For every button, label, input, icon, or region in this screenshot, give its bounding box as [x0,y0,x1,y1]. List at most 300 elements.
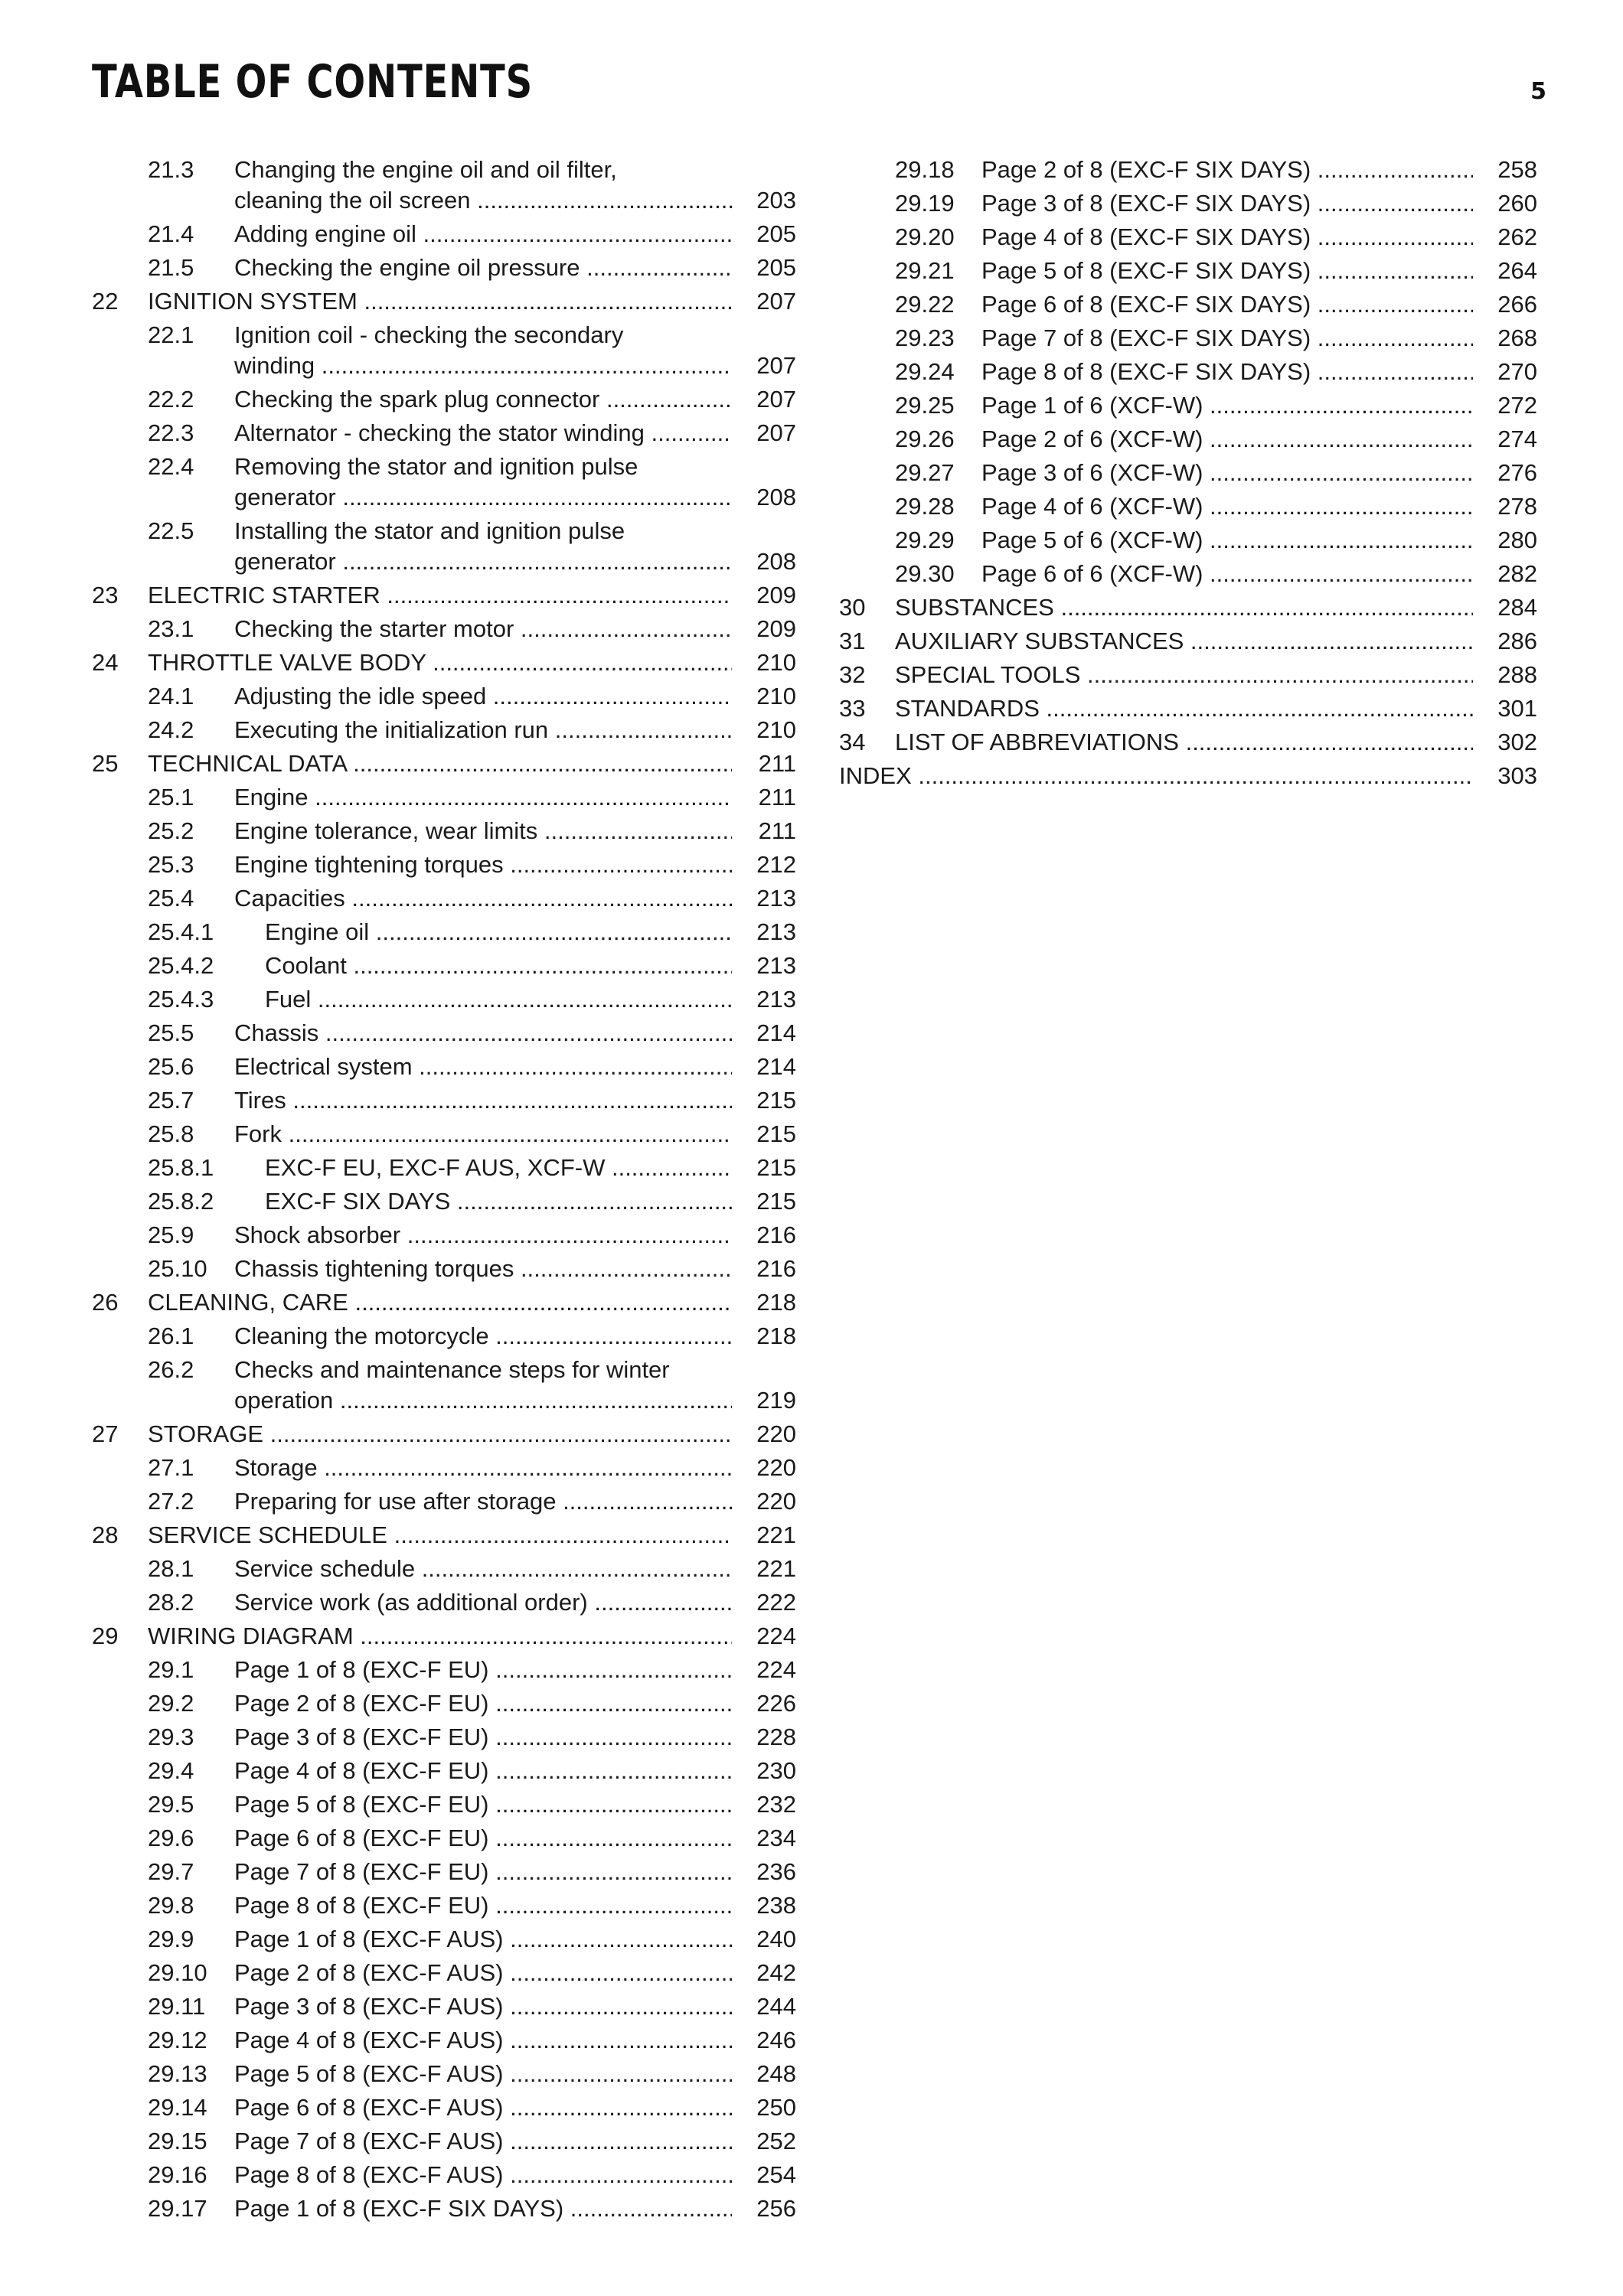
toc-entry[interactable] [839,323,1537,357]
toc-entry-title: winding ..... [234,351,732,381]
toc-entry-title: Fuel ..... [265,984,732,1015]
toc-entry[interactable] [839,626,1537,660]
toc-entry-number: 21.4 [148,220,194,247]
page-title: TABLE OF CONTENTS [92,55,533,109]
toc-entry-title: Shock absorber ..... [234,1220,732,1251]
toc-entry-title: EXC-F EU, EXC-F AUS, XCF-W ..... [265,1153,732,1183]
toc-entry-title: Page 1 of 8 (EXC-F SIX DAYS) ..... [234,2193,732,2224]
toc-entry-title: Page 6 of 8 (EXC-F SIX DAYS) ..... [981,289,1473,320]
toc-entry-page: 210 [732,647,796,678]
toc-entry-number: 29.16 [148,2161,207,2188]
toc-entry-title: Checking the starter motor ..... [234,614,732,644]
toc-entry-title-line: Ignition coil - checking the secondary [234,321,624,348]
toc-entry-number: 29.28 [895,493,955,520]
toc-entry-page: 215 [732,1119,796,1150]
toc-entry[interactable] [92,748,796,782]
toc-entry-page: 303 [1473,761,1537,791]
toc-entry-page: 220 [732,1453,796,1483]
toc-entry[interactable] [839,693,1537,727]
toc-entry-number: 29.27 [895,459,955,486]
toc-entry-title: ELECTRIC STARTER ..... [148,580,732,611]
toc-entry-number: 29.30 [895,560,955,587]
toc-entry-title: Storage ..... [234,1453,732,1483]
toc-entry-title: EXC-F SIX DAYS ..... [265,1186,732,1217]
toc-entry-number: 25.9 [148,1221,194,1248]
toc-entry-page: 224 [732,1621,796,1652]
toc-entry-title: Executing the initialization run ..... [234,715,732,745]
toc-entry-title: Page 4 of 6 (XCF-W) ..... [981,491,1473,522]
toc-entry-page: 207 [732,286,796,317]
toc-entry[interactable] [839,256,1537,289]
toc-entry-title: Page 7 of 8 (EXC-F EU) ..... [234,1857,732,1887]
toc-entry-page: 256 [732,2193,796,2224]
toc-entry-title: SUBSTANCES ..... [895,592,1473,623]
toc-entry-title: Page 5 of 8 (EXC-F EU) ..... [234,1789,732,1820]
toc-entry-number: 24 [92,649,119,676]
toc-entry[interactable] [92,320,796,384]
toc-entry-number: 27.2 [148,1488,194,1515]
toc-entry-title-line: Installing the stator and ignition pulse [234,517,625,544]
toc-entry-page: 205 [732,219,796,249]
toc-entry-title: Tires ..... [234,1085,732,1116]
toc-entry-title: Page 2 of 8 (EXC-F EU) ..... [234,1688,732,1719]
toc-entry-number: 33 [839,695,866,722]
toc-entry[interactable] [92,816,796,850]
toc-entry-page: 302 [1473,727,1537,758]
toc-entry-page: 208 [732,482,796,513]
toc-entry-page: 276 [1473,458,1537,488]
toc-entry-title: STANDARDS ..... [895,693,1473,724]
toc-entry-number: 25.4.1 [148,918,214,945]
toc-entry[interactable] [92,1991,796,2025]
toc-entry-number: 29.21 [895,257,955,284]
page-number: 5 [1530,78,1546,105]
toc-entry-page: 205 [732,253,796,283]
toc-entry-number: 25.1 [148,784,194,810]
toc-entry-page: 211 [732,748,796,779]
toc-entry[interactable] [839,559,1537,592]
toc-entry-number: 25.10 [148,1255,207,1282]
toc-entry[interactable] [839,188,1537,222]
toc-entry[interactable] [839,458,1537,491]
toc-entry-title: Chassis tightening torques ..... [234,1254,732,1284]
toc-entry-number: 29.11 [148,1993,206,2020]
toc-entry-page: 213 [732,984,796,1015]
toc-entry-number: 25.8.1 [148,1154,214,1181]
toc-entry-number: 25.6 [148,1053,194,1080]
toc-entry[interactable] [92,984,796,1018]
toc-entry-title: Page 3 of 6 (XCF-W) ..... [981,458,1473,488]
toc-entry-page: 301 [1473,693,1537,724]
toc-entry-page: 215 [732,1186,796,1217]
toc-entry-page: 211 [732,816,796,846]
toc-entry-number: 22.2 [148,386,194,413]
toc-entry-number: 29.29 [895,527,955,553]
toc-entry[interactable] [839,155,1537,188]
toc-entry-number: 31 [839,628,866,654]
toc-entry-title: Service schedule ..... [234,1554,732,1584]
toc-entry[interactable] [92,1287,796,1321]
toc-entry-page: 236 [732,1857,796,1887]
toc-entry[interactable] [92,1621,796,1655]
toc-entry-number: 24.2 [148,716,194,743]
toc-entry-page: 264 [1473,256,1537,286]
toc-entry-title: AUXILIARY SUBSTANCES ..... [895,626,1473,657]
toc-entry[interactable] [92,1554,796,1587]
toc-entry[interactable] [92,1453,796,1486]
toc-entry[interactable] [92,883,796,917]
toc-entry-number: 29.14 [148,2094,207,2121]
toc-entry-number: 22.5 [148,517,194,544]
toc-entry[interactable] [92,1587,796,1621]
toc-entry[interactable] [92,850,796,883]
toc-entry-number: 29.5 [148,1791,194,1818]
toc-entry-number: 29.7 [148,1858,194,1885]
toc-entry-number: 29.24 [895,358,955,385]
toc-entry-number: 29.12 [148,2027,207,2053]
toc-entry-title: Page 3 of 8 (EXC-F AUS) ..... [234,1991,732,2022]
toc-entry-title: Page 6 of 8 (EXC-F AUS) ..... [234,2092,732,2123]
toc-entry[interactable] [92,1789,796,1823]
toc-entry-title: STORAGE ..... [148,1419,732,1450]
toc-entry-number: 26 [92,1289,119,1316]
toc-entry-page: 272 [1473,390,1537,421]
toc-entry-page: 270 [1473,357,1537,387]
toc-entry-number: 28.1 [148,1555,194,1582]
toc-entry-number: 22 [92,288,119,315]
toc-entry[interactable] [92,1823,796,1857]
toc-entry-page: 238 [732,1890,796,1921]
toc-entry[interactable] [92,1321,796,1355]
toc-entry-page: 207 [732,384,796,415]
toc-entry-page: 254 [732,2160,796,2190]
toc-entry-title: Coolant ..... [265,951,732,981]
toc-entry-title: Engine tolerance, wear limits ..... [234,816,732,846]
toc-entry-title: Capacities ..... [234,883,732,914]
toc-entry-number: 26.2 [148,1356,194,1383]
toc-entry-number: 25.2 [148,817,194,844]
toc-entry-title: Page 8 of 8 (EXC-F SIX DAYS) ..... [981,357,1473,387]
toc-entry-page: 286 [1473,626,1537,657]
toc-entry[interactable] [92,418,796,452]
toc-entry[interactable] [92,2092,796,2126]
toc-entry[interactable] [839,357,1537,390]
toc-entry-title: Page 7 of 8 (EXC-F SIX DAYS) ..... [981,323,1473,354]
toc-entry[interactable] [92,1355,796,1419]
toc-entry[interactable] [92,1857,796,1890]
toc-entry[interactable] [92,1890,796,1924]
toc-entry-title: SPECIAL TOOLS ..... [895,660,1473,690]
toc-entry-page: 207 [732,351,796,381]
toc-entry-title: Engine tightening torques ..... [234,850,732,880]
toc-entry-title: CLEANING, CARE ..... [148,1287,732,1318]
toc-entry-number: 21.3 [148,156,194,183]
toc-entry-title: Engine oil ..... [265,917,732,947]
toc-entry[interactable] [92,1119,796,1153]
toc-entry-number: 29.4 [148,1757,194,1784]
toc-entry-number: 30 [839,594,866,621]
toc-entry[interactable] [92,516,796,580]
toc-entry-page: 280 [1473,525,1537,556]
toc-entry-title: Page 2 of 8 (EXC-F AUS) ..... [234,1958,732,1988]
toc-entry-title: Service work (as additional order) ..... [234,1587,732,1618]
toc-entry-title: IGNITION SYSTEM ..... [148,286,732,317]
toc-entry-title: Alternator - checking the stator winding ..... [234,418,732,448]
toc-entry-title: THROTTLE VALVE BODY ..... [148,647,732,678]
toc-entry-title: Page 4 of 8 (EXC-F EU) ..... [234,1756,732,1786]
toc-entry[interactable] [839,424,1537,458]
toc-entry-number: 29.23 [895,325,955,351]
toc-entry-page: 207 [732,418,796,448]
toc-entry-title: Preparing for use after storage ..... [234,1486,732,1517]
toc-entry-title: Page 2 of 6 (XCF-W) ..... [981,424,1473,455]
toc-entry-page: 260 [1473,188,1537,219]
toc-entry[interactable] [92,1186,796,1220]
toc-entry-title-line: Checks and maintenance steps for winter [234,1356,670,1383]
toc-entry-page: 218 [732,1287,796,1318]
toc-entry[interactable] [92,2193,796,2227]
toc-entry-title: Page 7 of 8 (EXC-F AUS) ..... [234,2126,732,2157]
toc-entry-page: 230 [732,1756,796,1786]
toc-entry-page: 215 [732,1153,796,1183]
toc-entry-title: Page 4 of 8 (EXC-F SIX DAYS) ..... [981,222,1473,253]
toc-entry-title: operation ..... [234,1385,732,1416]
toc-entry[interactable] [839,491,1537,525]
toc-entry-title: Page 6 of 6 (XCF-W) ..... [981,559,1473,589]
toc-entry-page: 213 [732,883,796,914]
toc-entry-number: 25.3 [148,851,194,878]
toc-entry-title: Page 1 of 6 (XCF-W) ..... [981,390,1473,421]
toc-entry[interactable] [92,1688,796,1722]
toc-entry-page: 268 [1473,323,1537,354]
toc-entry-title: Page 2 of 8 (EXC-F SIX DAYS) ..... [981,155,1473,185]
toc-entry-number: 29.13 [148,2060,207,2087]
toc-entry-page: 288 [1473,660,1537,690]
toc-entry-title: INDEX ..... [839,761,1473,791]
toc-entry-page: 228 [732,1722,796,1753]
toc-entry-title: Page 3 of 8 (EXC-F EU) ..... [234,1722,732,1753]
toc-entry[interactable] [92,384,796,418]
toc-entry-title: SERVICE SCHEDULE ..... [148,1520,732,1551]
toc-entry[interactable] [92,1756,796,1789]
toc-entry-page: 258 [1473,155,1537,185]
toc-entry[interactable] [839,727,1537,761]
toc-entry[interactable] [839,222,1537,256]
toc-entry[interactable] [92,1924,796,1958]
toc-entry[interactable] [92,715,796,748]
toc-entry-page: 209 [732,580,796,611]
toc-entry[interactable] [92,2059,796,2092]
toc-entry-number: 25 [92,750,119,777]
toc-entry-number: 29.9 [148,1926,194,1952]
toc-entry-number: 26.1 [148,1322,194,1349]
toc-entry-number: 29.15 [148,2128,207,2154]
toc-entry-page: 252 [732,2126,796,2157]
toc-entry-number: 28.2 [148,1589,194,1616]
toc-entry[interactable] [92,1220,796,1254]
toc-entry[interactable] [92,1486,796,1520]
toc-entry-page: 213 [732,917,796,947]
toc-entry-page: 203 [732,185,796,216]
toc-entry-page: 278 [1473,491,1537,522]
toc-entry[interactable] [92,681,796,715]
toc-entry-page: 284 [1473,592,1537,623]
toc-entry-title: Checking the engine oil pressure ..... [234,253,732,283]
toc-entry[interactable] [92,2126,796,2160]
toc-entry-number: 29.3 [148,1724,194,1750]
toc-entry-number: 27.1 [148,1454,194,1481]
toc-entry-page: 212 [732,850,796,880]
toc-entry-page: 222 [732,1587,796,1618]
toc-entry-title: Page 8 of 8 (EXC-F AUS) ..... [234,2160,732,2190]
toc-entry-title: Page 8 of 8 (EXC-F EU) ..... [234,1890,732,1921]
toc-entry-title: TECHNICAL DATA ..... [148,748,732,779]
toc-entry-page: 221 [732,1520,796,1551]
toc-entry-page: 262 [1473,222,1537,253]
toc-entry-title: WIRING DIAGRAM ..... [148,1621,732,1652]
toc-entry-number: 25.4.3 [148,986,214,1013]
toc-entry-number: 27 [92,1420,119,1447]
toc-entry-title: Adjusting the idle speed ..... [234,681,732,712]
toc-entry-page: 215 [732,1085,796,1116]
toc-entry-number: 28 [92,1521,119,1548]
toc-entry-page: 282 [1473,559,1537,589]
toc-entry-title: Chassis ..... [234,1018,732,1049]
toc-entry[interactable] [92,1722,796,1756]
toc-entry-number: 22.1 [148,321,194,348]
toc-entry-number: 25.4.2 [148,952,214,979]
toc-entry[interactable] [92,917,796,951]
toc-entry-number: 29.20 [895,223,955,250]
toc-entry-title: generator ..... [234,482,732,513]
toc-entry-number: 29 [92,1623,119,1649]
toc-entry[interactable] [92,1254,796,1287]
toc-column-left [92,155,796,2227]
toc-entry-page: 210 [732,681,796,712]
toc-entry[interactable] [92,1958,796,1991]
toc-entry-number: 29.18 [895,156,955,183]
toc-entry-number: 25.8 [148,1120,194,1147]
toc-entry-title: Page 5 of 8 (EXC-F AUS) ..... [234,2059,732,2089]
toc-entry-number: 29.8 [148,1892,194,1919]
toc-entry[interactable] [92,2160,796,2193]
toc-entry-page: 208 [732,546,796,577]
toc-entry-title: Page 6 of 8 (EXC-F EU) ..... [234,1823,732,1854]
toc-entry-title: Page 5 of 6 (XCF-W) ..... [981,525,1473,556]
toc-entry[interactable] [92,1018,796,1052]
toc-entry-number: 22.4 [148,453,194,480]
toc-entry[interactable] [92,1153,796,1186]
toc-entry-title: cleaning the oil screen ..... [234,185,732,216]
toc-entry-page: 266 [1473,289,1537,320]
toc-entry-title: Engine ..... [234,782,732,813]
toc-entry[interactable] [92,782,796,816]
toc-entry-title-line: Changing the engine oil and oil filter, [234,156,617,183]
toc-entry-title: Page 3 of 8 (EXC-F SIX DAYS) ..... [981,188,1473,219]
toc-entry[interactable] [92,155,796,219]
toc-entry[interactable] [92,951,796,984]
toc-entry[interactable] [839,289,1537,323]
toc-entry[interactable] [92,1052,796,1085]
toc-entry[interactable] [92,253,796,286]
toc-entry-title: generator ..... [234,546,732,577]
toc-entry-page: 220 [732,1419,796,1450]
toc-entry[interactable] [92,2025,796,2059]
toc-entry-title: Page 4 of 8 (EXC-F AUS) ..... [234,2025,732,2056]
toc-entry-page: 242 [732,1958,796,1988]
toc-entry-page: 218 [732,1321,796,1352]
toc-entry-number: 29.10 [148,1959,207,1986]
toc-entry-page: 214 [732,1018,796,1049]
toc-entry-number: 34 [839,729,866,755]
toc-entry-title: Page 1 of 8 (EXC-F AUS) ..... [234,1924,732,1955]
toc-entry[interactable] [839,660,1537,693]
toc-entry-number: 23 [92,582,119,608]
toc-entry-number: 29.1 [148,1656,194,1683]
toc-entry[interactable] [92,580,796,614]
toc-entry[interactable] [92,614,796,647]
toc-entry[interactable] [839,761,1537,794]
toc-entry-page: 234 [732,1823,796,1854]
toc-entry-page: 216 [732,1254,796,1284]
toc-entry-number: 24.1 [148,683,194,709]
toc-entry-page: 220 [732,1486,796,1517]
toc-entry-page: 226 [732,1688,796,1719]
toc-entry-page: 213 [732,951,796,981]
toc-entry-page: 248 [732,2059,796,2089]
toc-entry[interactable] [839,592,1537,626]
toc-entry-number: 29.25 [895,392,955,419]
toc-entry[interactable] [839,390,1537,424]
toc-column-right [839,155,1537,794]
toc-entry-title: Checking the spark plug connector ..... [234,384,732,415]
toc-entry-page: 211 [732,782,796,813]
toc-entry-number: 25.7 [148,1087,194,1114]
toc-entry[interactable] [92,1085,796,1119]
toc-entry-title: Adding engine oil ..... [234,219,732,249]
toc-entry-page: 246 [732,2025,796,2056]
toc-entry-number: 29.2 [148,1690,194,1717]
toc-entry-number: 29.22 [895,291,955,318]
toc-entry-number: 29.17 [148,2195,207,2222]
toc-entry-page: 210 [732,715,796,745]
toc-entry[interactable] [92,1520,796,1554]
toc-entry[interactable] [92,286,796,320]
toc-entry-number: 25.4 [148,885,194,912]
toc-entry-number: 23.1 [148,615,194,642]
toc-entry-page: 224 [732,1655,796,1685]
toc-entry-page: 232 [732,1789,796,1820]
toc-entry[interactable] [92,219,796,253]
toc-entry-number: 29.19 [895,190,955,217]
toc-entry-title: Page 1 of 8 (EXC-F EU) ..... [234,1655,732,1685]
toc-entry[interactable] [92,1419,796,1453]
toc-entry[interactable] [92,452,796,516]
toc-entry[interactable] [92,647,796,681]
toc-entry-number: 22.3 [148,419,194,446]
toc-entry[interactable] [839,525,1537,559]
toc-entry-number: 21.5 [148,254,194,281]
toc-entry-number: 29.6 [148,1825,194,1851]
toc-entry-title: Electrical system ..... [234,1052,732,1082]
toc-entry[interactable] [92,1655,796,1688]
toc-entry-page: 240 [732,1924,796,1955]
toc-entry-title-line: Removing the stator and ignition pulse [234,453,638,480]
toc-entry-page: 221 [732,1554,796,1584]
toc-entry-number: 25.8.2 [148,1188,214,1215]
toc-entry-number: 29.26 [895,426,955,452]
toc-entry-page: 250 [732,2092,796,2123]
